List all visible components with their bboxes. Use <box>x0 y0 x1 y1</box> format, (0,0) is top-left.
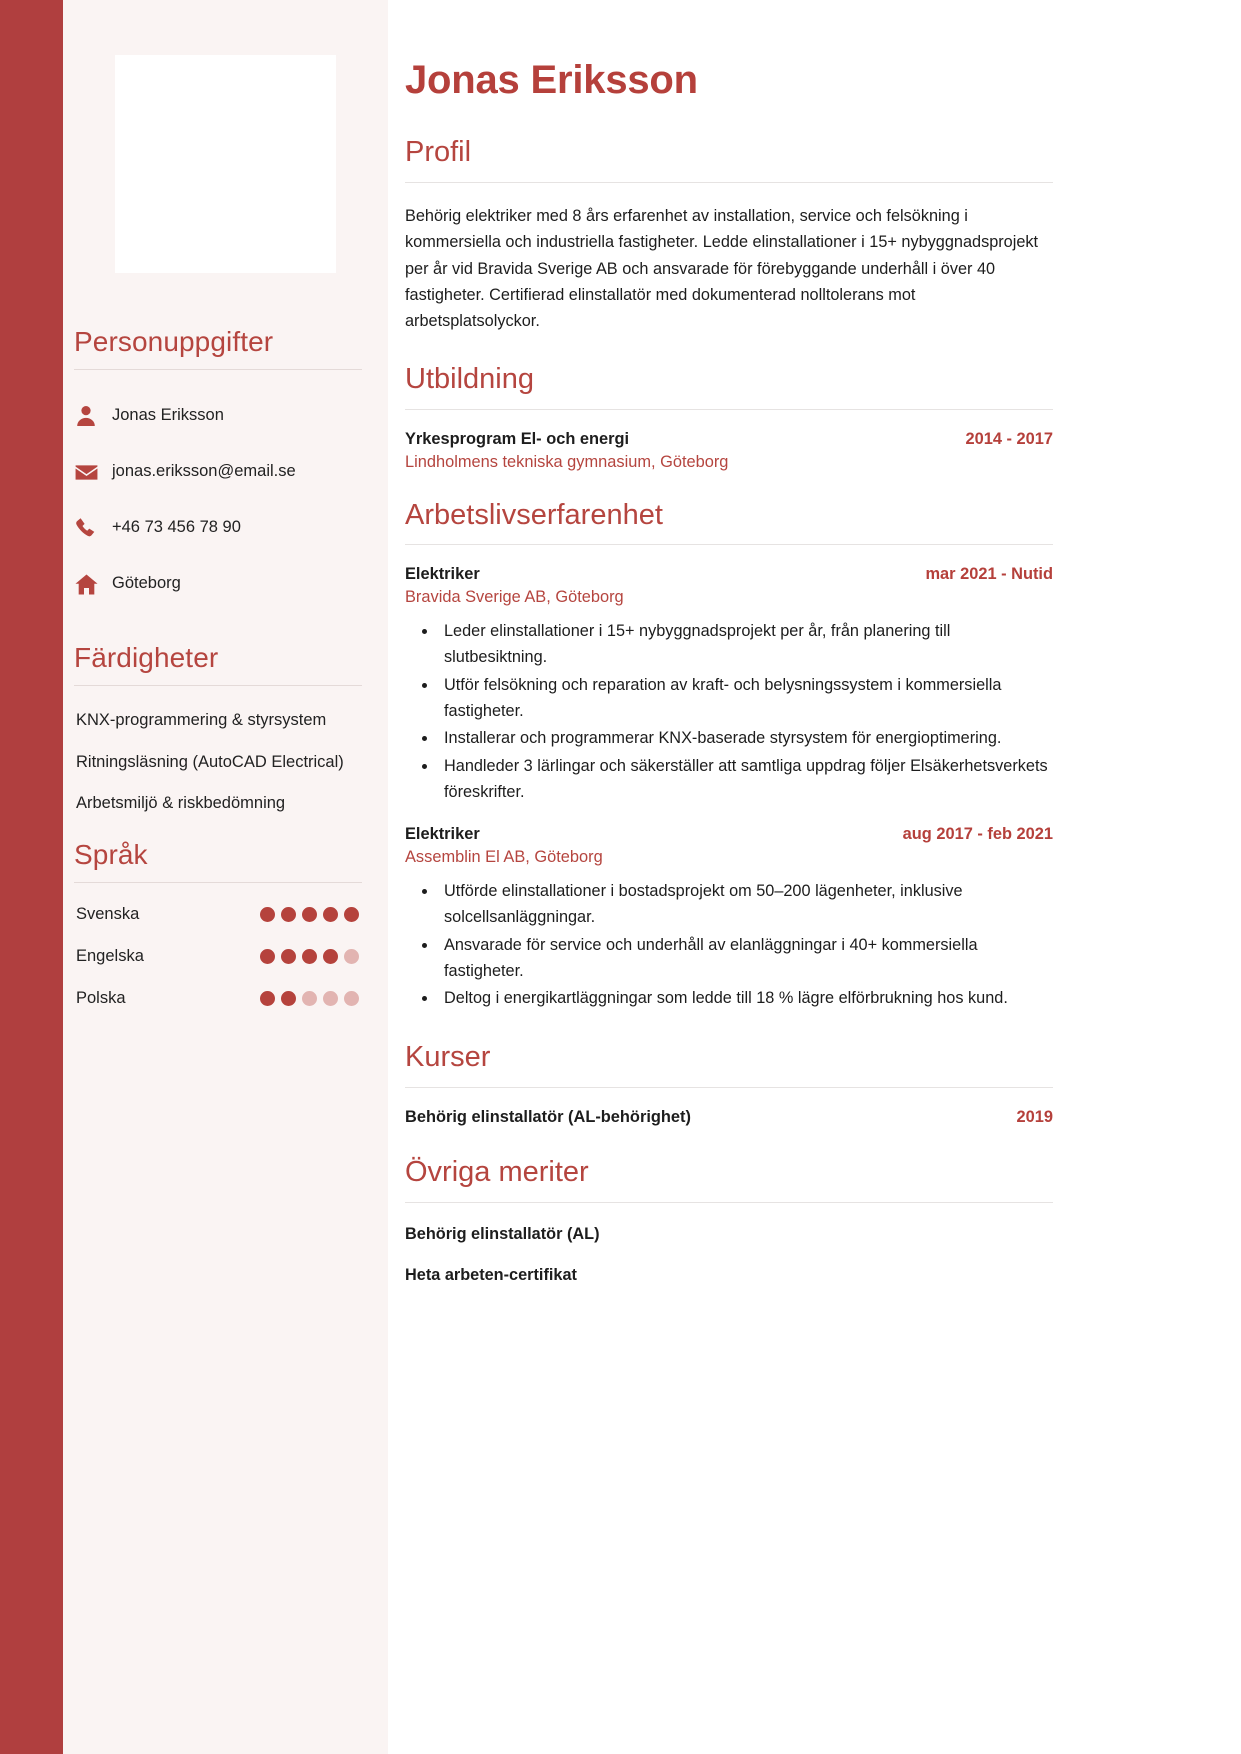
divider <box>405 1202 1053 1203</box>
entry-date: aug 2017 - feb 2021 <box>902 825 1053 844</box>
section-heading-education: Utbildning <box>405 362 534 395</box>
language-name: Svenska <box>76 904 140 923</box>
sidebar-heading-skills: Färdigheter <box>74 642 219 673</box>
language-row <box>74 905 362 924</box>
phone-icon <box>74 516 112 540</box>
left-accent-bar <box>0 0 63 1754</box>
entry-bullet: • Leder elinstallationer i 15+ nybyggnadsprojekt per år, från planering till slutbesiktning. <box>438 619 1053 670</box>
entry-title: Behörig elinstallatör (AL-behörighet) <box>405 1107 691 1126</box>
entry-bullet-list <box>405 879 1053 1012</box>
language-level-dots <box>260 949 362 964</box>
experience-entry <box>405 565 1053 805</box>
entry-subtitle: Bravida Sverige AB, Göteborg <box>405 588 624 607</box>
main-content <box>388 0 1241 1754</box>
entry-bullet: • Ansvarade för service och underhåll av elanläggningar i 40+ kommersiella fastigheter. <box>438 933 1053 984</box>
section-heading-courses: Kurser <box>405 1041 491 1074</box>
contact-value-email: jonas.eriksson@email.se <box>112 462 296 481</box>
dot-filled <box>281 949 296 964</box>
entry-subtitle: Assemblin El AB, Göteborg <box>405 848 603 867</box>
entry-bullet: • Utför felsökning och reparation av kraft- och belysningssystem i kommersiella fastigheter. <box>438 673 1053 724</box>
divider <box>74 369 362 370</box>
sidebar-heading-personal: Personuppgifter <box>74 326 274 357</box>
dot-filled <box>323 907 338 922</box>
section-heading-experience: Arbetslivserfarenhet <box>405 498 663 531</box>
entry-bullet-list <box>405 619 1053 805</box>
section-heading-profile: Profil <box>405 136 472 168</box>
dot-filled <box>302 907 317 922</box>
envelope-icon <box>74 460 112 485</box>
section-profile <box>405 135 1053 335</box>
contact-row-phone <box>74 500 362 556</box>
sidebar-heading-languages: Språk <box>74 838 148 870</box>
entry-title: Elektriker <box>405 565 480 584</box>
dot-filled <box>323 949 338 964</box>
entry-header <box>405 430 1053 449</box>
language-row <box>74 947 362 966</box>
entry-date: 2014 - 2017 <box>965 429 1053 448</box>
entry-title: Elektriker <box>405 825 480 844</box>
divider <box>405 409 1053 410</box>
course-entries <box>405 1108 1053 1127</box>
sidebar-section-skills <box>63 642 388 817</box>
merit-list <box>405 1225 1053 1285</box>
sidebar-section-personal <box>63 326 388 612</box>
divider <box>405 182 1053 183</box>
contact-value-name: Jonas Eriksson <box>112 406 224 425</box>
dot-filled <box>281 991 296 1006</box>
divider <box>74 685 362 686</box>
dot-empty <box>344 991 359 1006</box>
contact-value-phone: +46 73 456 78 90 <box>112 518 241 537</box>
merit-item: Behörig elinstallatör (AL) <box>405 1224 600 1243</box>
entry-date: mar 2021 - Nutid <box>925 565 1053 584</box>
dot-filled <box>344 907 359 922</box>
dot-filled <box>260 991 275 1006</box>
divider <box>405 1087 1053 1088</box>
entry-bullet: • Handleder 3 lärlingar och säkerställer att samtliga uppdrag följer Elsäkerhetsverkets föreskrifter. <box>438 754 1053 805</box>
divider <box>74 882 362 883</box>
section-education <box>405 362 1053 472</box>
education-entries <box>405 430 1053 472</box>
person-icon <box>74 404 112 428</box>
section-courses <box>405 1040 1053 1127</box>
language-name: Polska <box>76 988 126 1007</box>
language-list <box>74 905 362 1008</box>
sidebar-section-languages <box>63 839 388 1008</box>
language-row <box>74 989 362 1008</box>
dot-filled <box>260 907 275 922</box>
contact-value-location: Göteborg <box>112 574 181 593</box>
experience-entries <box>405 565 1053 1012</box>
entry-header <box>405 1108 1053 1127</box>
entry-header <box>405 825 1053 844</box>
section-other-merits <box>405 1155 1053 1285</box>
profile-text: Behörig elektriker med 8 års erfarenhet av installation, service och felsökning i kommersiella och industriella fastigheter. Ledde elinstallationer i 15+ nybyggnadsprojekt per år vid Bravida Sverige AB och ansvarade för förebyggande underhåll i över 40 fastigheter. Certifierad elinstallatör med dokumenterad nolltolerans mot arbetsplatsolyckor. <box>405 206 1039 331</box>
contact-row-location <box>74 556 362 612</box>
entry-header <box>405 565 1053 584</box>
section-heading-other-merits: Övriga meriter <box>405 1155 589 1188</box>
sidebar <box>63 0 388 1754</box>
dot-filled <box>260 949 275 964</box>
skill-list <box>74 708 362 817</box>
skill-item: Ritningsläsning (AutoCAD Electrical) <box>76 752 344 771</box>
section-experience <box>405 498 1053 1013</box>
entry-bullet: • Deltog i energikartläggningar som ledde till 18 % lägre elförbrukning hos kund. <box>438 986 1053 1012</box>
profile-photo-wrap <box>63 0 388 273</box>
skill-item: Arbetsmiljö & riskbedömning <box>76 794 286 813</box>
contact-row-name <box>74 388 362 444</box>
language-level-dots <box>260 907 362 922</box>
language-level-dots <box>260 991 362 1006</box>
language-name: Engelska <box>76 946 144 965</box>
education-entry <box>405 430 1053 472</box>
entry-date: 2019 <box>1016 1107 1053 1126</box>
course-entry <box>405 1108 1053 1127</box>
dot-empty <box>344 949 359 964</box>
skill-item: KNX-programmering & styrsystem <box>76 711 327 729</box>
dot-empty <box>302 991 317 1006</box>
dot-filled <box>281 907 296 922</box>
dot-filled <box>302 949 317 964</box>
experience-entry <box>405 825 1053 1012</box>
merit-item: Heta arbeten-certifikat <box>405 1265 577 1284</box>
home-icon <box>74 572 112 597</box>
contact-row-email <box>74 444 362 500</box>
dot-empty <box>323 991 338 1006</box>
page-title: Jonas Eriksson <box>405 58 698 102</box>
divider <box>405 544 1053 545</box>
profile-photo-placeholder <box>115 55 336 273</box>
entry-subtitle: Lindholmens tekniska gymnasium, Göteborg <box>405 452 729 471</box>
contact-list <box>74 388 362 612</box>
entry-bullet: • Utförde elinstallationer i bostadsprojekt om 50–200 lägenheter, inklusive solcellsanläggningar. <box>438 879 1053 930</box>
entry-title: Yrkesprogram El- och energi <box>405 429 630 448</box>
entry-bullet: • Installerar och programmerar KNX-baserade styrsystem för energioptimering. <box>438 726 1053 752</box>
